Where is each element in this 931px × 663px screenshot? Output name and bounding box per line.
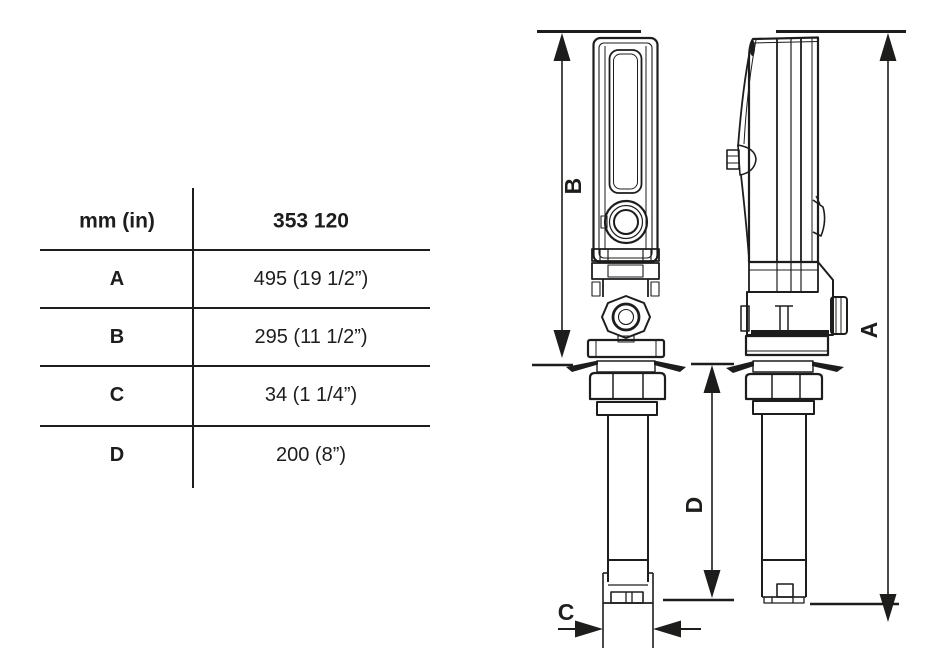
dim-a-arrow-down-icon bbox=[880, 594, 897, 622]
pump-front-view bbox=[566, 38, 686, 648]
dim-d-label: D bbox=[681, 496, 707, 514]
dim-c-arrow-left-icon bbox=[653, 621, 681, 638]
dim-label-cell-d: D bbox=[109, 444, 125, 466]
dim-d-arrow-up-icon bbox=[704, 365, 721, 393]
table-header-model: 353 120 bbox=[273, 209, 349, 233]
dim-c-arrow-right-icon bbox=[575, 621, 603, 638]
dim-label-cell-c: C bbox=[109, 384, 125, 406]
dim-value-cell-d: 200 (8”) bbox=[275, 444, 347, 466]
dim-b-label: B bbox=[560, 177, 586, 195]
pump-side-view bbox=[726, 38, 847, 604]
front-right-wing bbox=[654, 361, 686, 373]
dim-value-cell-b: 295 (11 1/2”) bbox=[254, 326, 368, 348]
dim-c-label: C bbox=[557, 599, 575, 625]
dim-value-cell-a: 495 (19 1/2”) bbox=[253, 268, 369, 290]
dim-b-arrow-down-icon bbox=[554, 330, 571, 358]
dim-d-arrow-down-icon bbox=[704, 570, 721, 598]
side-right-wing bbox=[812, 362, 844, 373]
dim-label-cell-a: A bbox=[109, 268, 125, 290]
dim-value-cell-c: 34 (1 1/4”) bbox=[264, 384, 358, 406]
front-port-circle bbox=[605, 201, 647, 243]
dimension-b bbox=[532, 32, 641, 366]
dim-b-arrow-up-icon bbox=[554, 33, 571, 61]
dim-a-arrow-up-icon bbox=[880, 33, 897, 61]
dimension-c bbox=[558, 599, 701, 638]
dimension-d bbox=[663, 364, 734, 600]
dim-a-label: A bbox=[856, 321, 882, 339]
table-header-unit: mm (in) bbox=[79, 209, 155, 233]
dim-label-cell-b: B bbox=[109, 326, 125, 348]
